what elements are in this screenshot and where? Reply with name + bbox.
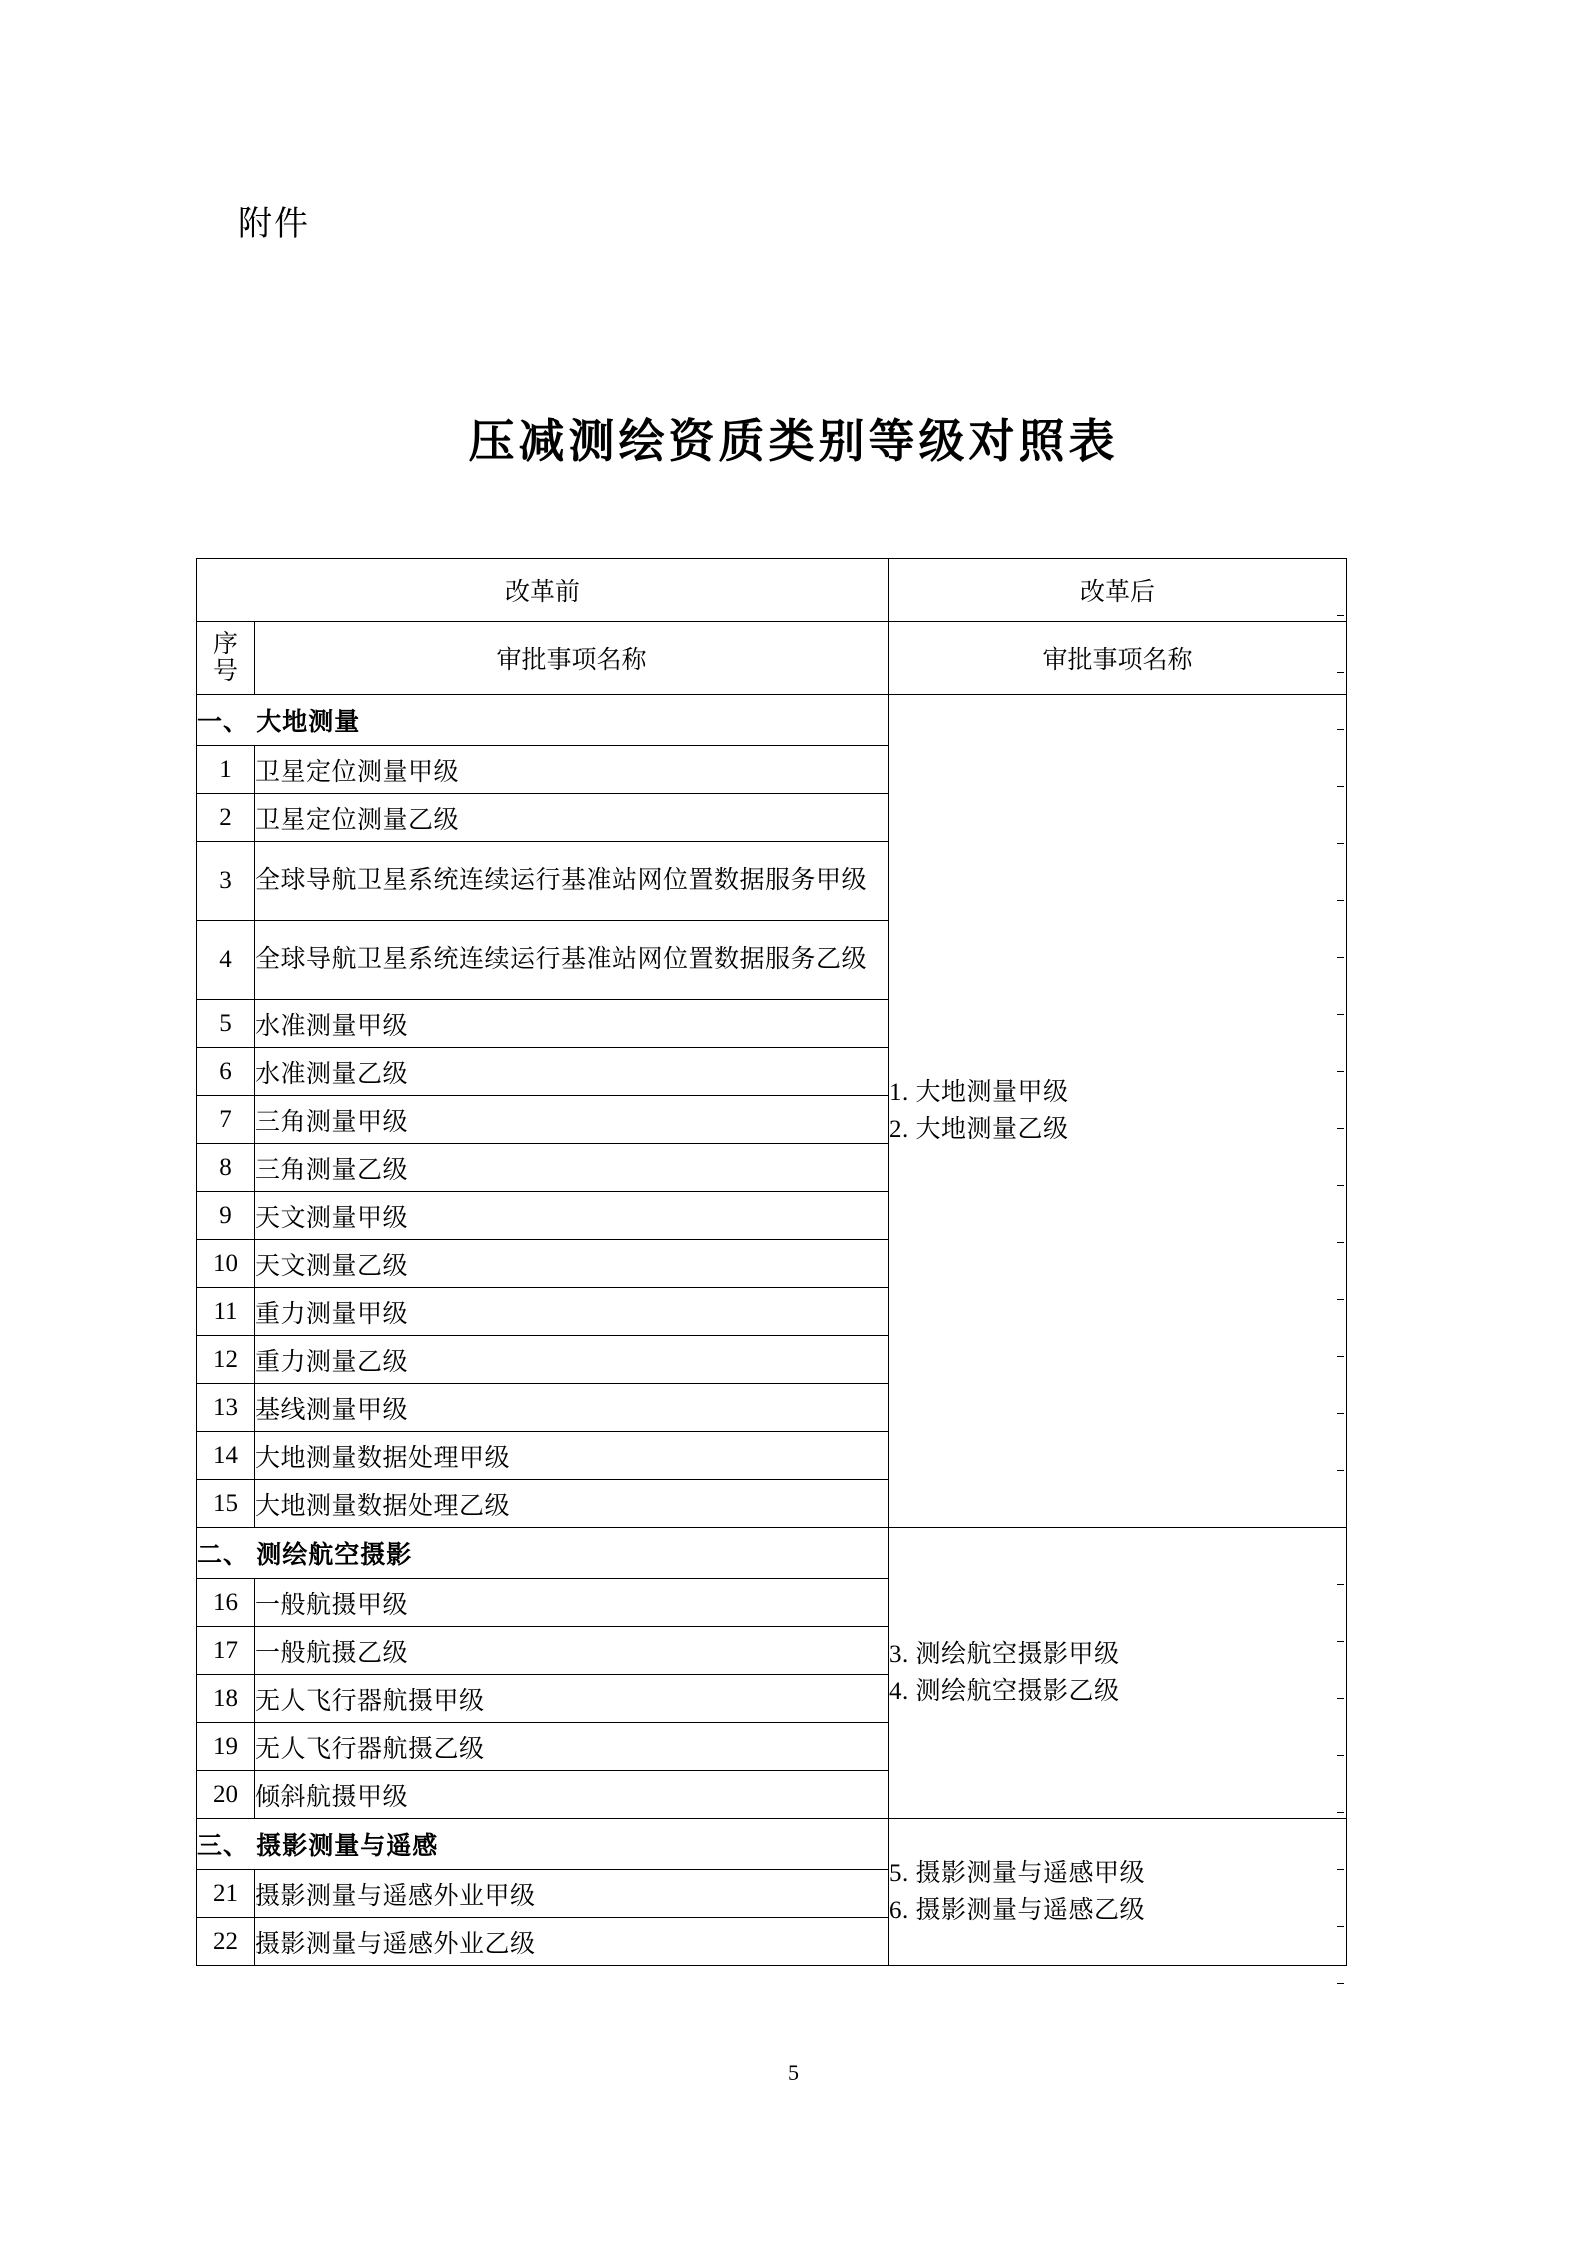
row-seq: 15 (197, 1480, 255, 1528)
header-seq-line1: 序 (212, 631, 238, 658)
section-header-row (197, 1819, 1347, 1870)
row-seq: 14 (197, 1432, 255, 1480)
table-header-row (197, 559, 1347, 622)
row-seq: 17 (197, 1627, 255, 1675)
row-name: 大地测量数据处理乙级 (255, 1480, 889, 1528)
row-seq: 20 (197, 1771, 255, 1819)
header-item-name-before: 审批事项名称 (255, 622, 889, 695)
row-seq: 10 (197, 1240, 255, 1288)
row-name: 一般航摄乙级 (255, 1627, 889, 1675)
row-seq: 22 (197, 1918, 255, 1966)
row-name: 卫星定位测量乙级 (255, 794, 889, 842)
row-seq: 8 (197, 1144, 255, 1192)
row-name: 天文测量甲级 (255, 1192, 889, 1240)
row-name: 一般航摄甲级 (255, 1579, 889, 1627)
qualification-comparison-table (196, 558, 1347, 1966)
row-seq: 16 (197, 1579, 255, 1627)
row-name: 无人飞行器航摄甲级 (255, 1675, 889, 1723)
after-reform-cell-3 (889, 1819, 1347, 1966)
after-item-2-1: 3. 测绘航空摄影甲级 (889, 1640, 1120, 1668)
row-seq: 11 (197, 1288, 255, 1336)
row-seq: 6 (197, 1048, 255, 1096)
row-name: 摄影测量与遥感外业甲级 (255, 1870, 889, 1918)
row-name: 重力测量乙级 (255, 1336, 889, 1384)
row-seq: 4 (197, 921, 255, 1000)
page-title: 压减测绘资质类别等级对照表 (468, 416, 1119, 467)
row-name: 水准测量乙级 (255, 1048, 889, 1096)
row-name: 三角测量乙级 (255, 1144, 889, 1192)
row-seq: 1 (197, 746, 255, 794)
header-after-reform: 改革后 (889, 559, 1347, 622)
row-name: 重力测量甲级 (255, 1288, 889, 1336)
row-name: 基线测量甲级 (255, 1384, 889, 1432)
after-item-1-1: 1. 大地测量甲级 (889, 1078, 1069, 1106)
row-seq: 18 (197, 1675, 255, 1723)
row-seq: 13 (197, 1384, 255, 1432)
after-item-3-1: 5. 摄影测量与遥感甲级 (889, 1859, 1146, 1887)
after-reform-cell-2 (889, 1528, 1347, 1819)
table-subheader-row (197, 622, 1347, 695)
header-seq-line2: 号 (212, 658, 238, 685)
section-title-3: 三、 摄影测量与遥感 (197, 1819, 889, 1870)
row-seq: 3 (197, 842, 255, 921)
header-before-reform: 改革前 (197, 559, 889, 622)
row-seq: 2 (197, 794, 255, 842)
page-edge-marks (1337, 558, 1349, 2038)
row-name: 摄影测量与遥感外业乙级 (255, 1918, 889, 1966)
row-name: 倾斜航摄甲级 (255, 1771, 889, 1819)
after-reform-cell-1 (889, 695, 1347, 1528)
row-name: 天文测量乙级 (255, 1240, 889, 1288)
row-seq: 9 (197, 1192, 255, 1240)
section-title-1: 一、 大地测量 (197, 695, 889, 746)
header-item-name-after: 审批事项名称 (889, 622, 1347, 695)
row-seq: 7 (197, 1096, 255, 1144)
row-seq: 19 (197, 1723, 255, 1771)
row-name: 大地测量数据处理甲级 (255, 1432, 889, 1480)
section-header-row (197, 695, 1347, 746)
section-header-row (197, 1528, 1347, 1579)
row-name: 无人飞行器航摄乙级 (255, 1723, 889, 1771)
after-item-2-2: 4. 测绘航空摄影乙级 (889, 1678, 1120, 1705)
row-name: 三角测量甲级 (255, 1096, 889, 1144)
row-seq: 5 (197, 1000, 255, 1048)
row-seq: 21 (197, 1870, 255, 1918)
row-name: 卫星定位测量甲级 (255, 746, 889, 794)
header-seq-col (197, 622, 255, 695)
row-seq: 12 (197, 1336, 255, 1384)
section-title-2: 二、 测绘航空摄影 (197, 1528, 889, 1579)
after-item-1-2: 2. 大地测量乙级 (889, 1116, 1069, 1143)
row-name: 水准测量甲级 (255, 1000, 889, 1048)
after-item-3-2: 6. 摄影测量与遥感乙级 (889, 1897, 1146, 1924)
row-name: 全球导航卫星系统连续运行基准站网位置数据服务甲级 (255, 842, 889, 921)
row-name: 全球导航卫星系统连续运行基准站网位置数据服务乙级 (255, 921, 889, 1000)
attachment-label: 附件 (238, 205, 310, 243)
page-number: 5 (788, 2060, 799, 2085)
